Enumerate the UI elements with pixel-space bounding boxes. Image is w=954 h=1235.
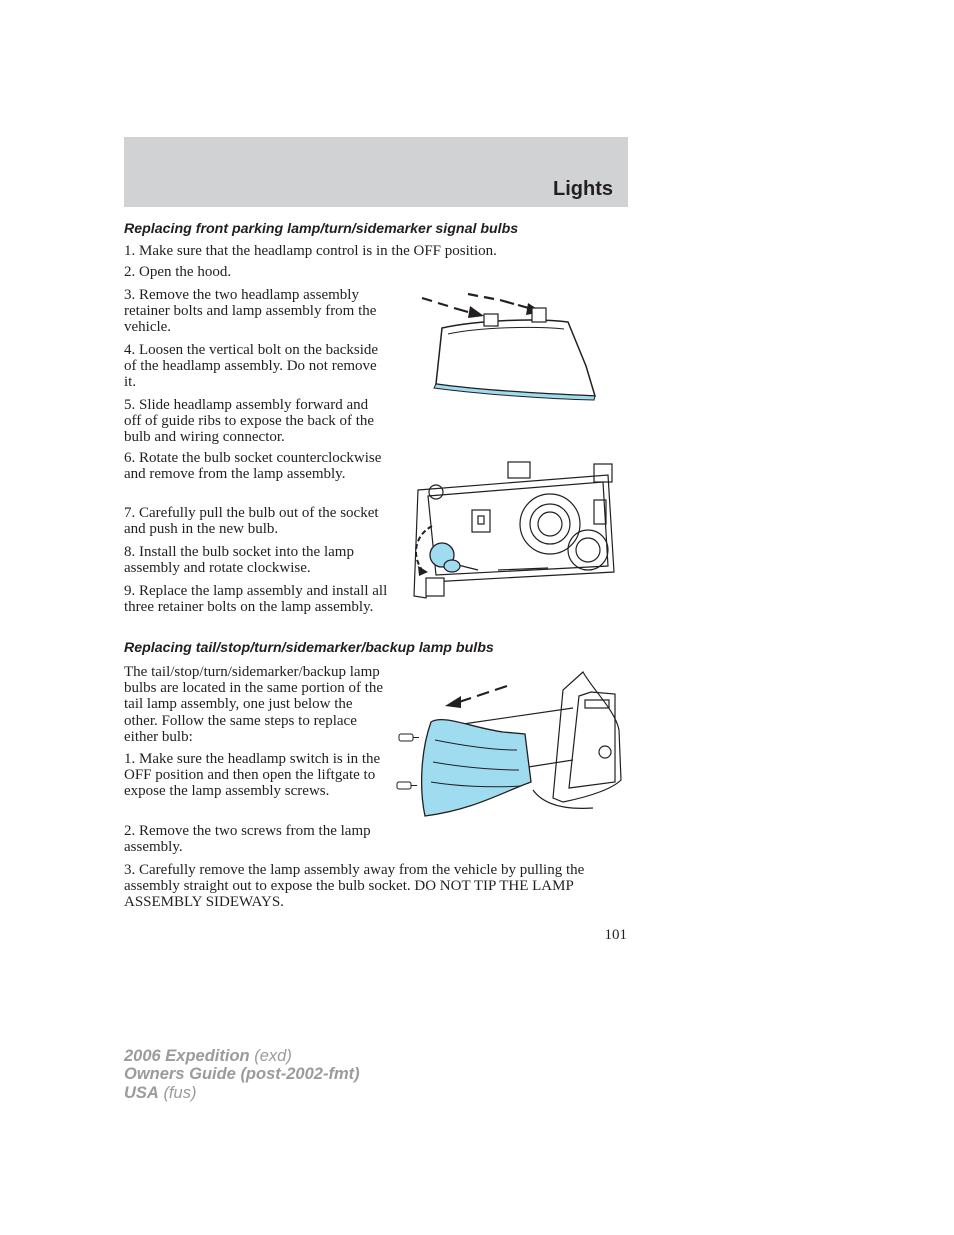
footer-region-code: (fus) [163, 1083, 197, 1102]
page-title: Lights [553, 178, 613, 200]
footer-model: 2006 Expedition [124, 1047, 250, 1065]
tail-lamp-removal-illustration [393, 670, 628, 820]
step-text: 6. Rotate the bulb socket counterclockwise and remove from the lamp assembly. [124, 450, 382, 483]
step-text: 2. Open the hood. [124, 264, 232, 280]
step-text: 1. Make sure that the headlamp control is in the OFF position. [124, 243, 497, 259]
step-text: 8. Install the bulb socket into the lamp assembly and rotate clockwise. [124, 544, 354, 577]
section-heading-front-lamp: Replacing front parking lamp/turn/sidemarker signal bulbs [124, 221, 519, 237]
footer [124, 1047, 360, 1102]
footer-guide: Owners Guide (post-2002-fmt) [124, 1065, 360, 1084]
intro-text: The tail/stop/turn/sidemarker/backup lamp bulbs are located in the same portion of the tail lamp assembly, one just below the other. Follow the same steps to replace either bulb: [124, 664, 384, 745]
step-text: 3. Remove the two headlamp assembly retainer bolts and lamp assembly from the vehicle. [124, 287, 377, 336]
page-number: 101 [604, 927, 627, 943]
headlamp-removal-illustration [418, 286, 603, 406]
step-text: 2. Remove the two screws from the lamp assembly. [124, 823, 371, 856]
step-text: 4. Loosen the vertical bolt on the backside of the headlamp assembly. Do not remove it. [124, 342, 379, 391]
header-band [124, 137, 628, 207]
bulb-socket-illustration [408, 460, 618, 605]
footer-region: USA [124, 1083, 159, 1102]
step-text: 9. Replace the lamp assembly and install all three retainer bolts on the lamp assembly. [124, 583, 388, 616]
section-heading-tail-lamp: Replacing tail/stop/turn/sidemarker/backup lamp bulbs [124, 640, 494, 656]
step-text: 5. Slide headlamp assembly forward and off of guide ribs to expose the back of the bulb and wiring connector. [124, 397, 375, 446]
footer-model-code: (exd) [254, 1047, 292, 1065]
step-text: 7. Carefully pull the bulb out of the socket and push in the new bulb. [124, 505, 379, 538]
step-text: 3. Carefully remove the lamp assembly away from the vehicle by pulling the assembly straight out to expose the bulb socket. DO NOT TIP THE LAMP ASSEMBLY SIDEWAYS. [124, 862, 585, 911]
step-text: 1. Make sure the headlamp switch is in the OFF position and then open the liftgate to expose the lamp assembly screws. [124, 751, 381, 800]
